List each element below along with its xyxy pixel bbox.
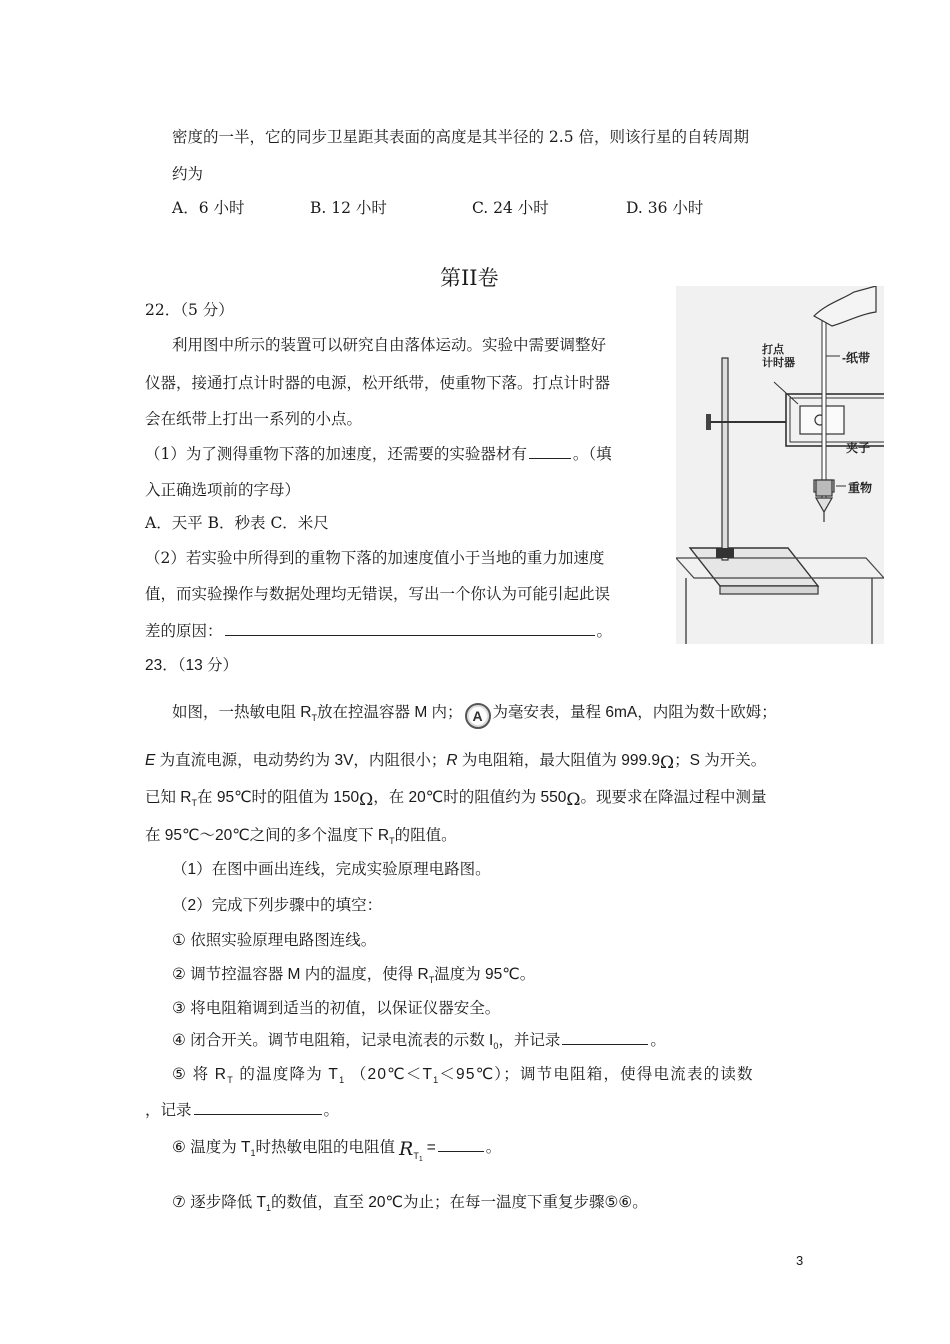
q23-l2d: 为电阻箱，最大阻值为 999.9 [457,752,661,769]
label-clip: 夹子 [846,441,871,455]
label-paper-tape: -纸带 [842,351,871,365]
q23-l3d: ，在 20℃时的阻值约为 550 [373,789,567,806]
q23-c5g: ＜95℃）；调节电阻箱，使得电流表的读数 [439,1066,754,1083]
q23-line-4 [145,826,457,851]
q23-l2e: ；S 为开关。 [674,752,767,769]
q23-step-1: （1）在图中画出连线，完成实验原理电路图。 [172,861,491,878]
q23-l1c: 放在控温容器 M 内； [317,704,463,721]
q22-sub2-text: 差的原因： [145,622,223,640]
q23-c7c: 的数值，直至 20℃为止；在每一温度下重复步骤⑤⑥。 [271,1194,648,1211]
q22-sub1 [145,444,612,464]
q22-paragraph-1: 利用图中所示的装置可以研究自由落体运动。实验中需要调整好 [172,336,607,354]
q23-l2a: E [145,752,156,769]
q23-l2c: R [446,752,458,769]
q21-line-1: 密度的一半，它的同步卫星距其表面的高度是其半径的 2.5 倍，则该行星的自转周期 [172,128,750,146]
q23-c6-eq: = [426,1139,436,1156]
q23-c6h: 。 [485,1139,502,1156]
q23-circled-6 [172,1138,501,1170]
q22-options: A．天平 B．秒表 C．米尺 [145,514,329,532]
page-number: 3 [796,1253,804,1268]
q23-c4c: ，并记录 [498,1032,561,1049]
q23-c6-r: R [399,1138,414,1160]
q23-circled-1: ① 依照实验原理电路图连线。 [172,932,377,949]
q23-c5e: （20℃＜T [345,1066,434,1083]
q22-sub2-line-1: （2）若实验中所得到的重物下落的加速度值小于当地的重力加速度 [145,549,605,567]
q23-circled-3: ③ 将电阻箱调到适当的初值，以保证仪器安全。 [172,1000,501,1017]
q22-sub1-tail: 。（填 [572,445,612,463]
q23-c5i: 。 [323,1102,340,1119]
q23-c5-blank[interactable] [194,1113,322,1115]
q23-c2a: ② 调节控温容器 M 内的温度，使得 R [172,966,429,983]
q23-l3a: 已知 R [145,789,192,806]
q23-number: 23．（13 分） [145,657,239,674]
q23-c2-sub: T [428,975,435,986]
q23-line-2 [145,751,766,773]
q22-sub2-blank[interactable] [225,634,595,636]
q22-sub2-line-2: 值，而实验操作与数据处理均无错误，写出一个你认为可能引起此误 [145,585,611,603]
label-timer: 打点 计时器 [762,344,795,369]
q23-line-3 [145,788,767,813]
q23-circled-4 [172,1031,666,1056]
q23-c4-sub: 0 [493,1041,499,1052]
label-tape-text: 纸带 [846,351,871,365]
q23-c6-blank[interactable] [438,1150,484,1152]
q23-c7a: ⑦ 逐步降低 T [172,1194,266,1211]
q23-l1a: 如图，一热敏电阻 R [172,704,312,721]
q23-c5h: ，记录 [145,1102,192,1119]
q23-c6-sub: 1 [250,1148,256,1159]
q21-option-d: D. 36 小时 [626,199,704,217]
q23-c4-blank[interactable] [562,1043,648,1045]
q23-c4a: ④ 闭合开关。调节电阻箱，记录电流表的示数 I [172,1032,494,1049]
ammeter-icon: A [465,703,491,729]
omega-symbol: Ω [566,790,581,810]
q23-circled-2 [172,965,535,990]
q23-c5a: ⑤ 将 R [172,1066,228,1083]
q23-c5-sub-1: 1 [339,1075,346,1086]
q22-sub1-cont: 入正确选项前的字母） [145,481,301,499]
apparatus-drawing [676,286,884,644]
q23-c2c: 温度为 95℃。 [434,966,536,983]
q23-c7-sub: 1 [265,1203,271,1214]
q21-line-2: 约为 [172,165,204,183]
q21-option-a: A．6 小时 [172,199,245,217]
q23-l3-sub: T [191,798,198,809]
q23-l3e: 。现要求在降温过程中测量 [580,789,767,806]
q22-paragraph-2: 仪器，接通打点计时器的电源，松开纸带，使重物下落。打点计时器 [145,374,611,392]
q22-sub1-text: （1）为了测得重物下落的加速度，还需要的实验器材有 [145,445,527,463]
label-weight: 重物 [848,481,873,495]
q23-l2b: 为直流电源，电动势约为 3V，内阻很小； [155,752,447,769]
q23-c6-sub-1: 1 [418,1156,423,1163]
omega-symbol: Ω [660,753,675,773]
q23-c6c: 时热敏电阻的电阻值 [255,1139,396,1156]
q23-l1-sub: T [311,713,318,724]
q22-sub1-blank[interactable] [529,457,571,459]
q21-option-c: C. 24 小时 [472,199,549,217]
q23-c4d: 。 [650,1032,666,1049]
q22-sub2-line-3 [145,621,612,641]
section-title: 第II卷 [440,266,499,290]
omega-symbol: Ω [359,790,374,810]
q23-l3c: 在 95℃时的阻值为 150 [197,789,360,806]
q23-c5-sub-1b: 1 [433,1075,440,1086]
q23-line-1 [172,703,777,729]
q23-c6-sub-t: T [413,1151,419,1161]
q21-option-b: B. 12 小时 [310,199,387,217]
q23-l4-sub: T [389,836,395,847]
apparatus-figure [676,286,884,644]
q23-circled-5-cont [145,1101,339,1121]
q23-l4a: 在 95℃～20℃之间的多个温度下 R [145,827,390,844]
q23-c6a: ⑥ 温度为 T [172,1139,251,1156]
q22-paragraph-3: 会在纸带上打出一系列的小点。 [145,410,363,428]
q23-l1d: 为毫安表，量程 6mA，内阻为数十欧姆； [492,704,777,721]
q23-c5c: 的温度降为 T [233,1066,340,1083]
q23-l4c: 的阻值。 [394,827,457,844]
q22-number: 22．（5 分） [145,301,234,319]
q22-sub2-tail: 。 [596,622,613,640]
q23-circled-5 [172,1065,754,1090]
q23-c5-sub-t: T [227,1075,234,1086]
q23-circled-7 [172,1193,648,1218]
q23-step-2: （2）完成下列步骤中的填空： [172,897,383,914]
